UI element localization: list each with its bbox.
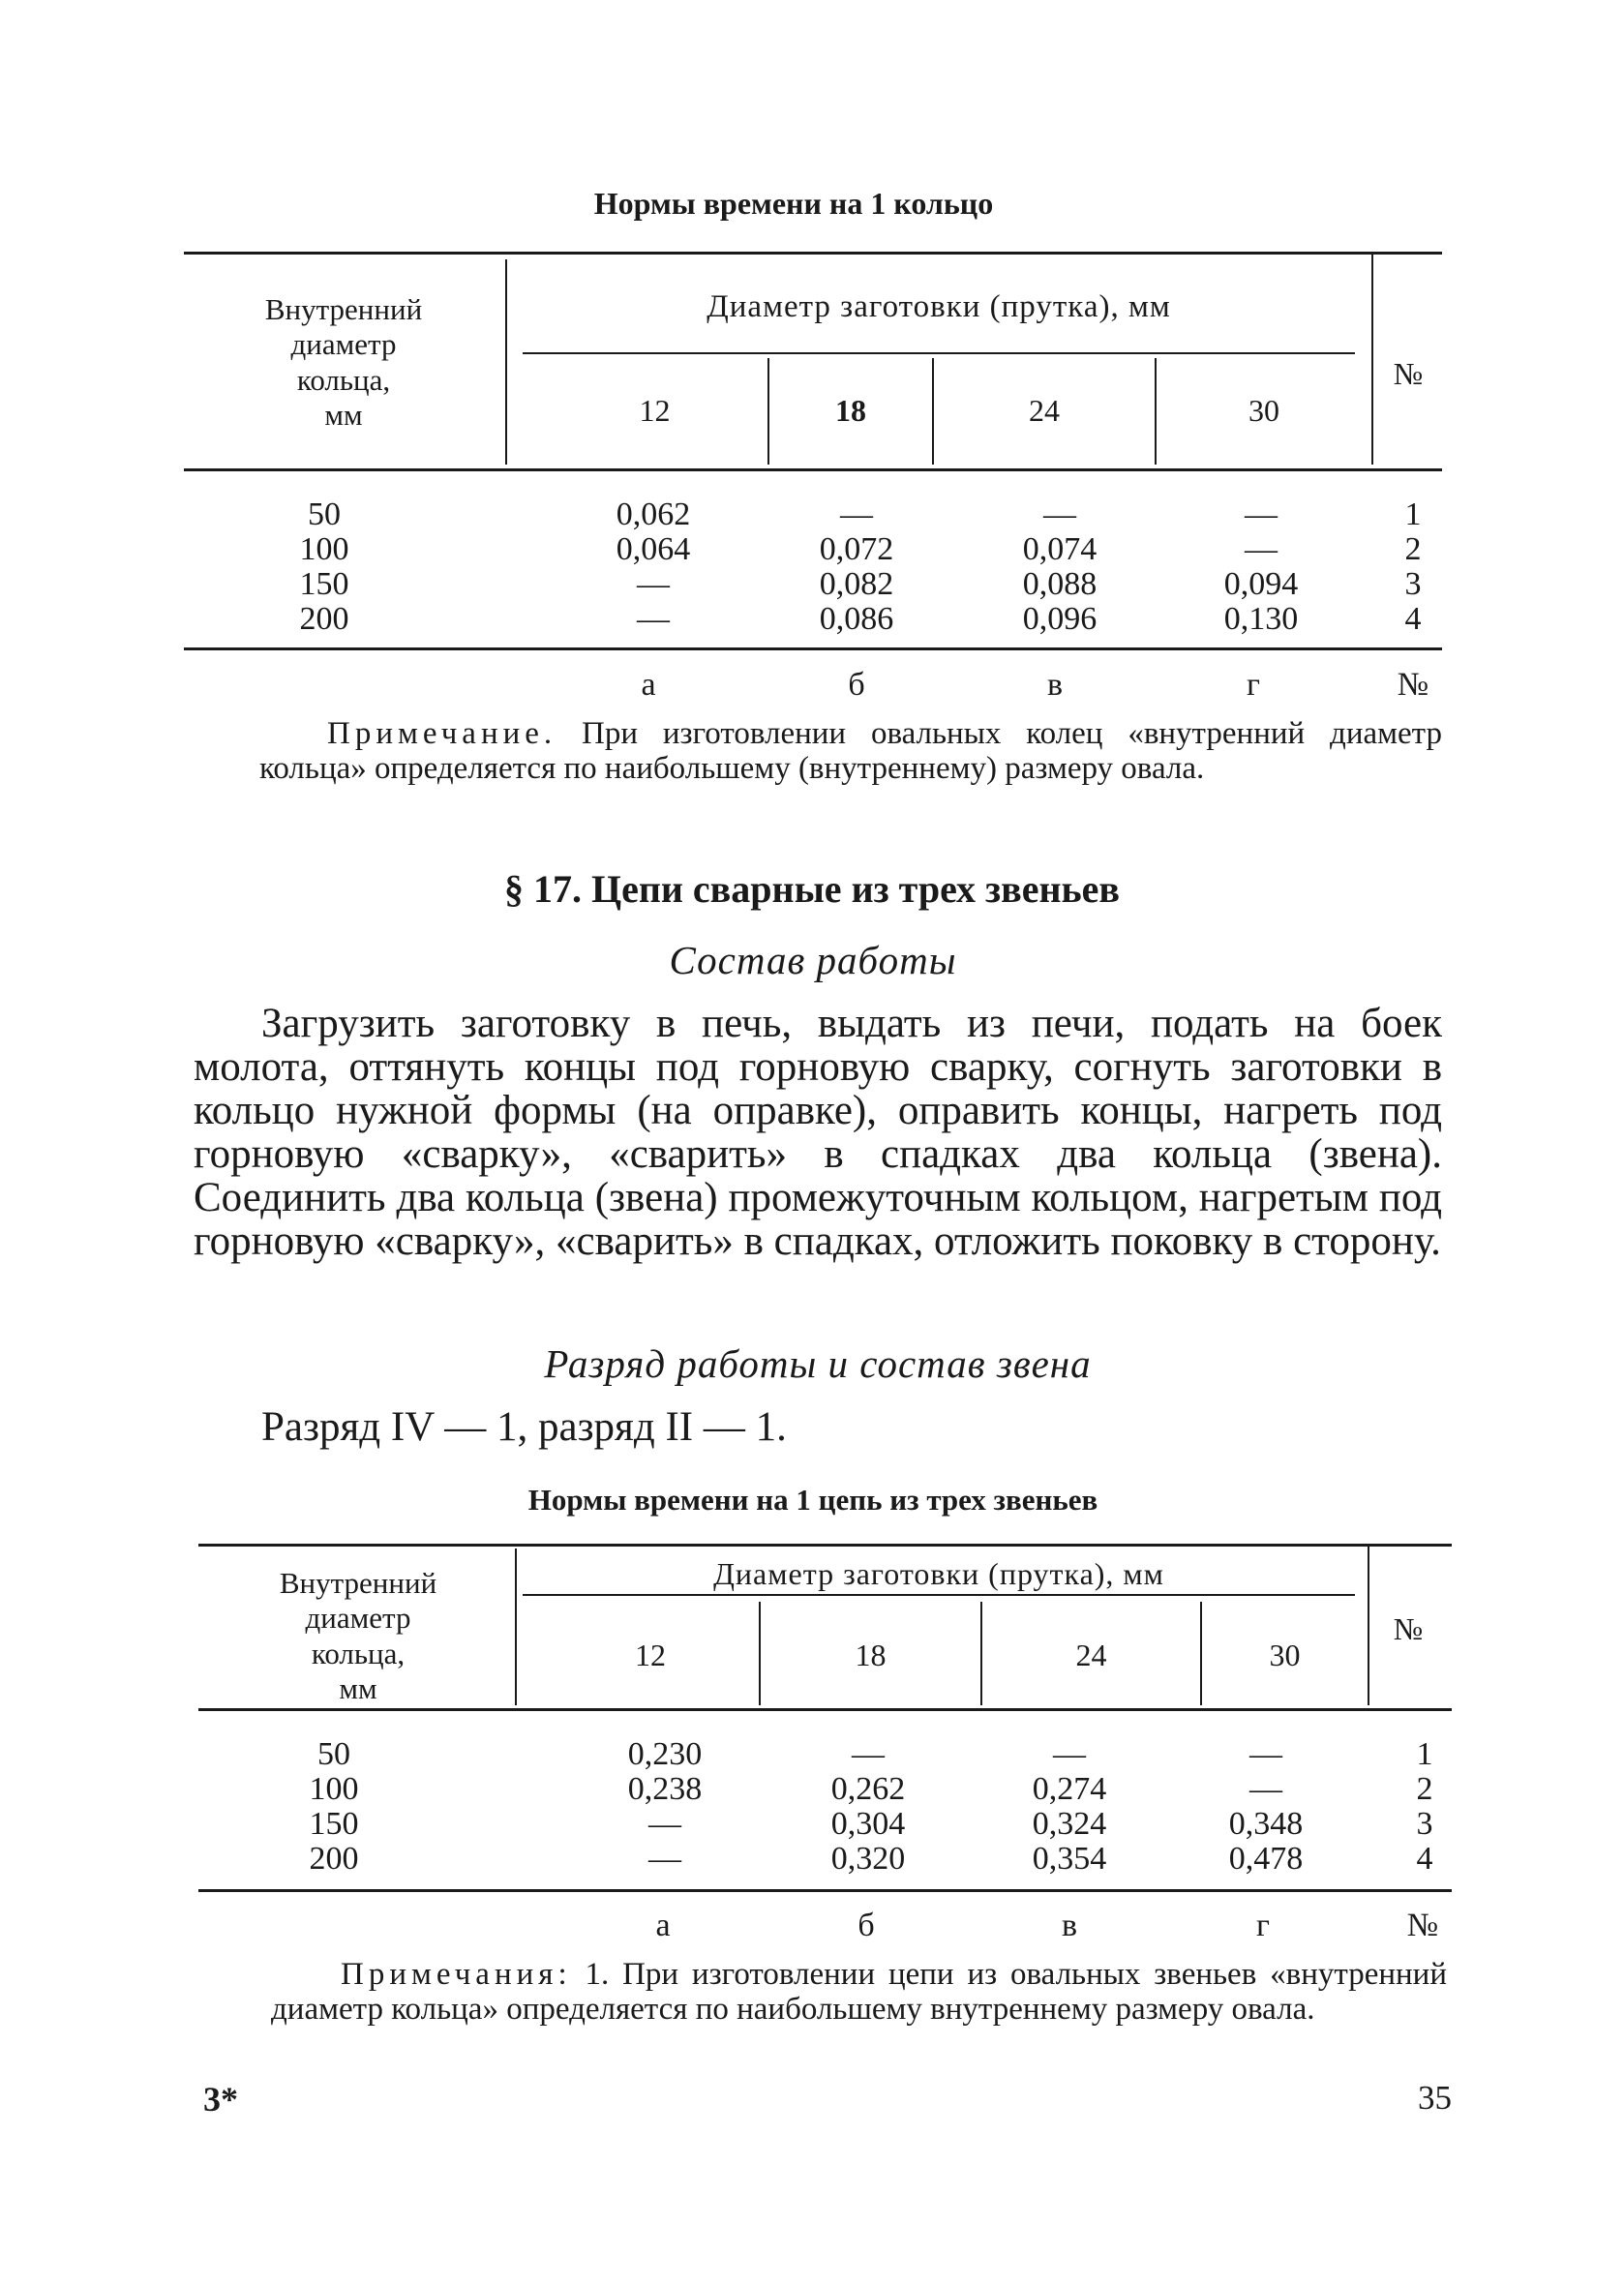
- table2-letter-b: б: [857, 1908, 875, 1943]
- cell-b: 0,262: [830, 1771, 906, 1807]
- table1-header-inner-diameter: Внутренний диаметр кольца, мм: [264, 292, 423, 432]
- cell-b: 0,072: [819, 531, 894, 567]
- table2-vline-right: [1368, 1547, 1369, 1705]
- note-text: При изготовлении овальных колец «внутренний диаметр кольца» определяется по наибольшему (внутреннему) размеру овала.: [259, 716, 1442, 786]
- table2-diameter-18: 18: [855, 1638, 887, 1672]
- table1-letter-v: в: [1046, 667, 1064, 703]
- cell-v: 0,274: [1032, 1771, 1107, 1807]
- row-diameter: 100: [299, 531, 349, 567]
- row-diameter: 50: [308, 496, 341, 532]
- cell-v: 0,074: [1022, 531, 1098, 567]
- cell-a: —: [648, 1841, 681, 1877]
- row-number: 1: [1404, 496, 1422, 532]
- table1-header-no: №: [1393, 356, 1424, 391]
- row-number: 1: [1416, 1736, 1433, 1772]
- cell-a: 0,230: [627, 1736, 703, 1772]
- table2-vline-left: [515, 1548, 517, 1705]
- grade-heading: Разряд работы и состав звена: [544, 1341, 1092, 1386]
- row-diameter: 50: [317, 1736, 350, 1772]
- note-label: Примечания:: [341, 1957, 572, 1992]
- cell-g: —: [1245, 496, 1278, 532]
- row-diameter: 150: [309, 1806, 359, 1842]
- cell-a: 0,062: [616, 496, 691, 532]
- cell-g: 0,130: [1223, 601, 1299, 637]
- cell-v: 0,096: [1022, 601, 1098, 637]
- table1-title: Нормы времени на 1 кольцо: [593, 186, 994, 221]
- table1-note: [259, 716, 1442, 786]
- cell-g: 0,478: [1228, 1841, 1304, 1877]
- row-number: 2: [1416, 1771, 1433, 1807]
- table2-header-group: Диаметр заготовки (прутка), мм: [713, 1556, 1164, 1591]
- work-composition-text: Загрузить заготовку в печь, выдать из печи, подать на боек молота, оттянуть концы под горновую сварку, согнуть заготовки в кольцо нужной формы (на оправке), оправить концы, нагреть под горновую «сварку», «сварить» в спадках два кольца (звена). Соединить два кольца (звена) промежуточным кольцом, нагретым под горновую «сварку», «сварить» в спадках, отложить поковку в сторону.: [194, 1001, 1442, 1264]
- cell-b: 0,320: [830, 1841, 906, 1877]
- cell-b: 0,086: [819, 601, 894, 637]
- row-number: 3: [1404, 566, 1422, 602]
- work-composition-heading: Состав работы: [669, 938, 957, 982]
- cell-a: —: [648, 1806, 681, 1842]
- cell-a: 0,064: [616, 531, 691, 567]
- cell-g: —: [1245, 531, 1278, 567]
- table1-letter-no: №: [1397, 667, 1429, 703]
- table2-diameter-12: 12: [635, 1638, 666, 1672]
- table1-diameter-12: 12: [639, 393, 671, 428]
- row-diameter: 200: [309, 1841, 359, 1877]
- cell-g: —: [1249, 1771, 1282, 1807]
- table1-letter-g: г: [1247, 667, 1260, 703]
- page-number: 35: [1418, 2079, 1452, 2117]
- cell-g: 0,348: [1228, 1806, 1304, 1842]
- table2-group-rule: [523, 1594, 1355, 1596]
- cell-a: —: [637, 601, 670, 637]
- signature-mark: 3*: [203, 2080, 238, 2119]
- table2-note: [271, 1957, 1447, 2027]
- table1-diameter-18: 18: [835, 393, 866, 428]
- cell-a: —: [637, 566, 670, 602]
- cell-b: 0,304: [830, 1806, 906, 1842]
- row-diameter: 200: [299, 601, 349, 637]
- table1-top-rule: [184, 252, 1442, 255]
- table1-vline-left: [505, 259, 507, 465]
- row-number: 2: [1404, 531, 1422, 567]
- table2-header-inner-diameter: Внутренний диаметр кольца, мм: [279, 1566, 437, 1705]
- cell-g: —: [1249, 1736, 1282, 1772]
- table2-header-no: №: [1393, 1611, 1424, 1646]
- cell-b: 0,082: [819, 566, 894, 602]
- table1-vline-right: [1371, 252, 1373, 465]
- table1-group-rule: [523, 352, 1355, 354]
- cell-a: 0,238: [627, 1771, 703, 1807]
- table1-diameter-30: 30: [1248, 393, 1279, 428]
- cell-b: —: [852, 1736, 885, 1772]
- row-number: 4: [1404, 601, 1422, 637]
- note-label: Примечание.: [327, 716, 557, 751]
- row-diameter: 100: [309, 1771, 359, 1807]
- table1-bottom-rule: [184, 647, 1442, 650]
- cell-v: 0,354: [1032, 1841, 1107, 1877]
- table2-top-rule: [198, 1544, 1452, 1547]
- table1-letter-a: а: [641, 667, 656, 703]
- note-text: 1. При изготовлении цепи из овальных звеньев «внутренний диаметр кольца» определяется по наибольшему внутреннему размеру овала.: [271, 1957, 1447, 2027]
- table1-header-divider: [184, 468, 1442, 471]
- cell-b: —: [840, 496, 873, 532]
- table2-title: Нормы времени на 1 цепь из трех звеньев: [527, 1483, 1098, 1517]
- grade-text: Разряд IV — 1, разряд II — 1.: [261, 1404, 787, 1450]
- cell-v: —: [1043, 496, 1076, 532]
- table2-letter-no: №: [1406, 1908, 1439, 1943]
- section-title: § 17. Цепи сварные из трех звеньев: [503, 867, 1121, 911]
- row-number: 4: [1416, 1841, 1433, 1877]
- cell-v: 0,324: [1032, 1806, 1107, 1842]
- row-diameter: 150: [299, 566, 349, 602]
- table2-diameter-24: 24: [1075, 1638, 1107, 1672]
- table1-diameter-24: 24: [1029, 393, 1060, 428]
- cell-v: 0,088: [1022, 566, 1098, 602]
- row-number: 3: [1416, 1806, 1433, 1842]
- table2-letter-g: г: [1256, 1908, 1270, 1943]
- table2-letter-a: а: [655, 1908, 671, 1943]
- table2-letter-v: в: [1061, 1908, 1078, 1943]
- table1-letter-b: б: [848, 667, 865, 703]
- cell-g: 0,094: [1223, 566, 1299, 602]
- table2-diameter-30: 30: [1269, 1638, 1301, 1672]
- cell-v: —: [1053, 1736, 1086, 1772]
- table1-header-group: Диаметр заготовки (прутка), мм: [707, 289, 1171, 324]
- table2-bottom-rule: [198, 1889, 1452, 1892]
- table2-header-divider: [198, 1708, 1452, 1711]
